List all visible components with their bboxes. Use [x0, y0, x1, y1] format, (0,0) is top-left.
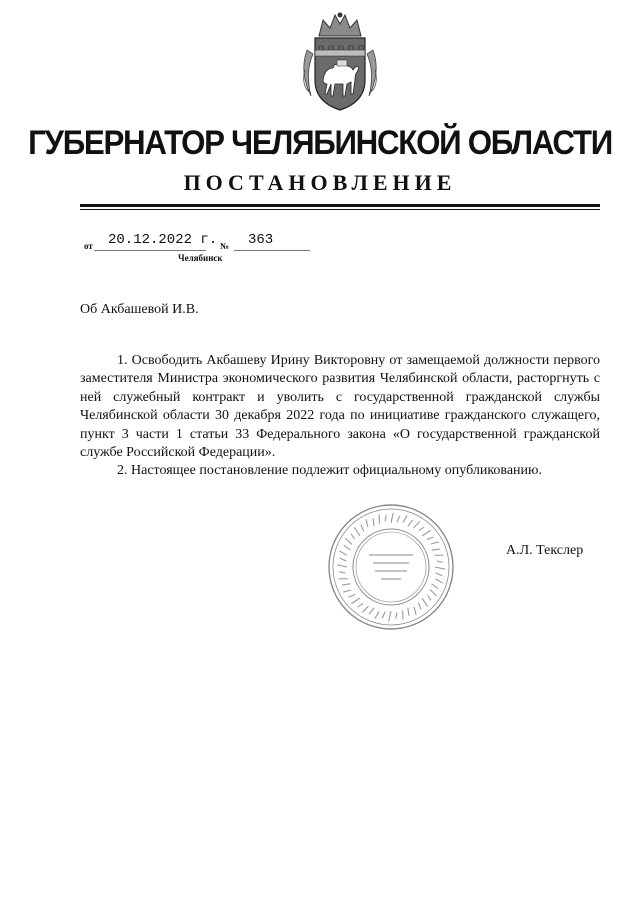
signatory-name: А.Л. Текслер [506, 543, 584, 558]
document-type-heading: ПОСТАНОВЛЕНИЕ [183, 170, 457, 195]
header-divider-thick [80, 204, 600, 207]
number-underline [234, 250, 310, 251]
header-divider-thin [80, 209, 600, 210]
paragraph-1: 1. Освободить Акбашеву Ирину Викторовну от замещаемой должности первого заместителя Министра экономического развития Челябинской области, расторгнуть с ней служебный контракт и уволить с государственной гражданской службы Челябинской области 30 декабря 2022 года по инициативе гражданского служащего, пункт 3 части 1 статьи 33 Федерального закона «О государственной гражданской службе Российской Федерации». [80, 353, 600, 461]
document-number: 363 [248, 232, 274, 248]
date-underline [94, 250, 206, 251]
document-date: 20.12.2022 г. [108, 232, 218, 248]
document-subject: Об Акбашевой И.В. [80, 302, 199, 317]
paragraph-2: 2. Настоящее постановление подлежит официальному опубликованию. [117, 463, 542, 479]
coat-of-arms-icon [297, 10, 383, 114]
document-body [80, 352, 600, 481]
official-seal-stamp [327, 503, 455, 631]
issuer-title: ГУБЕРНАТОР ЧЕЛЯБИНСКОЙ ОБЛАСТИ [28, 124, 612, 162]
date-prefix-label: от [84, 241, 93, 251]
city-label: Челябинск [178, 253, 223, 263]
number-prefix-label: № [220, 241, 230, 251]
